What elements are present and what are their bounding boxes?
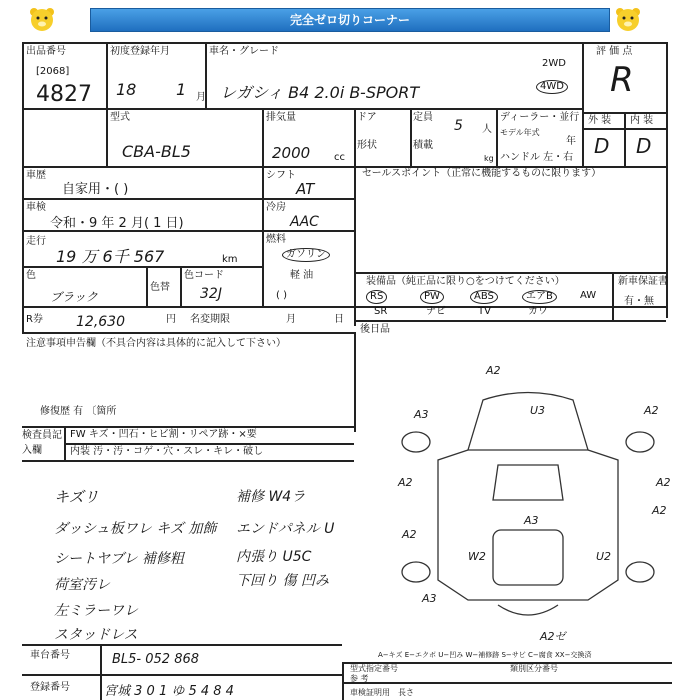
color-code-label: 色コード	[184, 270, 224, 281]
drive-2wd: 2WD	[542, 58, 566, 69]
warranty-value: 有・無	[624, 296, 654, 307]
note-left: シートヤブレ 補修粗	[54, 551, 184, 567]
color-value: ブラック	[50, 290, 98, 304]
recycle-value: 12,630	[76, 314, 125, 330]
sales-point-label: セールスポイント（正常に機能するものに限ります）	[362, 168, 602, 179]
km-unit: km	[222, 254, 238, 265]
name-change-label: 名変期限	[190, 314, 230, 325]
note-left: スタッドレス	[54, 627, 138, 643]
recycle-label: R券	[26, 314, 43, 325]
note-right: エンドパネル U	[236, 521, 335, 537]
note-right: 下回り 傷 凹み	[236, 573, 329, 589]
type-no-label: 型式指定番号	[350, 664, 398, 673]
exterior-grade: D	[594, 134, 610, 158]
check-row-interior: 内装 汚・汚・コゲ・穴・スレ・キレ・破し	[70, 446, 264, 457]
capacity-label: 定員	[413, 112, 433, 123]
lot-number-value: 4827	[36, 82, 92, 107]
diagram-mark: A2	[486, 364, 501, 377]
diagram-mark: A2ゼ	[540, 630, 566, 643]
fuel-label: 燃料	[266, 234, 286, 245]
inspector-label: 検査員記入欄	[22, 430, 62, 456]
equipment-label: 装備品（純正品に限り○をつけてください）	[366, 276, 565, 287]
warranty-label: 新車保証書	[618, 276, 668, 287]
color-code-value: 32J	[200, 286, 222, 302]
length-label: 長さ	[398, 688, 414, 697]
dealer-label: ディーラー・並行	[500, 112, 580, 123]
history-label: 車歴	[26, 170, 46, 181]
diagram-mark: A3	[414, 408, 429, 421]
load-label: 積載	[413, 140, 433, 151]
shape-label: 形状	[357, 140, 377, 151]
month-unit: 月	[196, 92, 206, 103]
history-value: 自家用・( )	[62, 182, 129, 197]
doors-label: ドア	[357, 112, 377, 123]
category-label: 類別区分番号	[510, 664, 558, 673]
interior-grade: D	[636, 134, 652, 158]
model-year-label: モデル年式	[500, 128, 540, 137]
inspection-label: 車検	[26, 202, 46, 213]
kg-unit: kg	[484, 154, 494, 163]
reg-label: 登録番号	[30, 682, 70, 693]
year-unit: 年	[566, 136, 576, 147]
shift-label: シフト	[266, 170, 296, 181]
chassis-value: BL5- 052 868	[112, 652, 200, 667]
equipment-item: TV	[478, 306, 491, 317]
chassis-label: 車台番号	[30, 650, 70, 661]
equipment-item: AW	[580, 290, 597, 301]
color-label: 色	[26, 270, 36, 281]
note-right: 補修 W4ラ	[236, 489, 306, 505]
fuel-value: ガソリン	[282, 248, 330, 262]
model-value: CBA-BL5	[122, 142, 191, 161]
name-change-day: 日	[334, 314, 344, 325]
equipment-item: カワ	[528, 306, 548, 317]
diagram-mark: A2	[644, 404, 659, 417]
note-left: ダッシュ板ワレ キズ 加飾	[54, 521, 217, 537]
diagram-mark: A3	[524, 514, 539, 527]
mileage-value: 19 万 6千 567	[56, 247, 165, 266]
ac-label: 冷房	[266, 202, 286, 213]
mileage-label: 走行	[26, 236, 46, 247]
first-registration-label: 初度登録年月	[110, 46, 170, 57]
diagram-mark: A3	[422, 592, 437, 605]
note-left: 左ミラーワレ	[54, 603, 138, 619]
cc-unit: cc	[334, 152, 345, 163]
car-grade-value: レガシィ B4 2.0i B-SPORT	[220, 83, 420, 102]
check-row-fw: FW キズ・凹石・ヒビ割・リペア跡・×要	[70, 429, 257, 440]
repair-label: 修復歴 有 〔箇所	[40, 406, 117, 417]
ref-label: 参 考	[350, 674, 369, 683]
mascot-bear-left-icon	[28, 6, 56, 32]
banner-title: 完全ゼロ切りコーナー	[90, 8, 610, 32]
displacement-value: 2000	[272, 144, 311, 162]
mascot-bear-right-icon	[614, 6, 642, 32]
reg-value: 宮城 3 0 1 ゆ 5 4 8 4	[104, 684, 234, 699]
diagram-mark: A2	[656, 476, 671, 489]
equipment-item: エアB	[522, 290, 557, 304]
ac-value: AAC	[290, 214, 319, 230]
note-left: キズリ	[54, 488, 99, 506]
diagram-mark: U2	[596, 550, 612, 563]
note-right: 内張り U5C	[236, 549, 312, 565]
equipment-item: RS	[366, 290, 387, 304]
handle-label: ハンドル 左・右	[500, 152, 574, 163]
interior-label: 内 装	[630, 115, 654, 126]
color-replace-label: 色替	[150, 282, 170, 293]
note-left: 荷室汚レ	[54, 577, 110, 593]
shift-value: AT	[296, 180, 315, 198]
lot-number-label: 出品番号	[26, 46, 66, 57]
exterior-label: 外 装	[588, 115, 612, 126]
displacement-label: 排気量	[266, 112, 296, 123]
post-fix-label: 後日品	[360, 324, 390, 335]
equipment-item: PW	[420, 290, 444, 304]
first-registration-year: 18	[116, 80, 137, 99]
notes-label: 注意事項申告欄（不具合内容は具体的に記入して下さい）	[26, 338, 286, 349]
rating-value: R	[610, 60, 634, 100]
rating-label: 評 価 点	[596, 46, 633, 57]
lot-sub-value: [2068]	[36, 66, 70, 77]
diagram-mark: A2	[398, 476, 413, 489]
first-registration-month: 1	[176, 80, 187, 99]
capacity-unit: 人	[482, 124, 492, 135]
equipment-item: ナビ	[426, 306, 446, 317]
diagram-mark: U3	[530, 404, 546, 417]
car-grade-label: 車名・グレード	[209, 46, 279, 57]
drive-4wd: 4WD	[536, 80, 568, 94]
fuel-other: ( )	[276, 290, 287, 301]
capacity-value: 5	[454, 118, 463, 134]
diagram-mark: A2	[652, 504, 667, 517]
fuel-diesel: 軽 油	[290, 270, 314, 281]
diagram-mark: W2	[468, 550, 486, 563]
name-change-month: 月	[286, 314, 296, 325]
equipment-item: ABS	[470, 290, 498, 304]
inspection-value: 令和・9 年 2 月( 1 日)	[50, 216, 184, 231]
cert-label: 車検証明用	[350, 688, 390, 697]
equipment-item: SR	[374, 306, 388, 317]
yen-unit: 円	[166, 314, 176, 325]
model-label: 型式	[110, 112, 130, 123]
diagram-mark: A2	[402, 528, 417, 541]
diagram-legend: A−キズ E−エクボ U−凹み W−補修跡 S−サビ C−腐食 XX−交換済	[378, 651, 592, 659]
